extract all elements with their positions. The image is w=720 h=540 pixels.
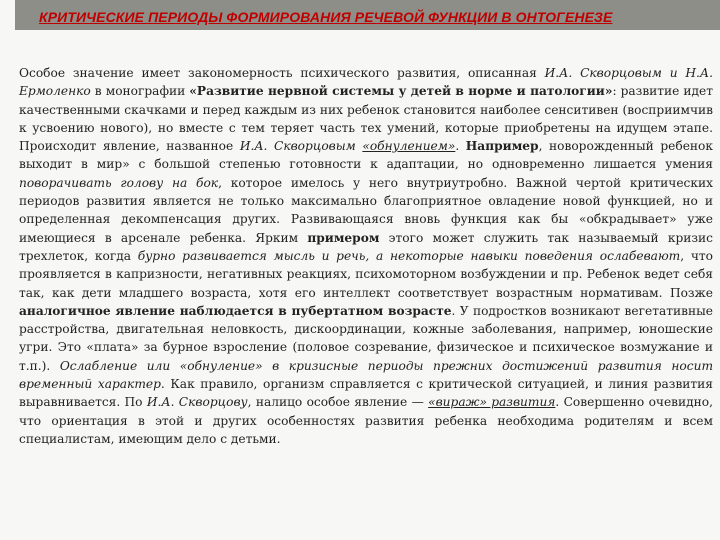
example-label: Например — [465, 139, 539, 154]
emphasis-phrase: Ослабление или «обнуление» в кризисные периоды прежних достижений развития носит временный характер — [19, 358, 713, 392]
author-names: И.А. Скворцовым и Н.А. Ермоленко — [19, 66, 713, 99]
author-name: И.А. Скворцовым — [239, 139, 356, 154]
author-name: И.А. Скворцову — [146, 395, 248, 410]
term-virage: «вираж» развития — [428, 395, 556, 410]
text-run: . — [455, 139, 466, 154]
text-run: Особое значение имеет закономерность психического развития, описанная — [19, 66, 545, 80]
text-run: , налицо особое явление — — [247, 395, 429, 410]
body-paragraph — [19, 64, 713, 448]
text-run: в монографии — [90, 84, 190, 99]
monograph-title: «Развитие нервной системы у детей в норме и патологии» — [189, 84, 613, 99]
emphasis-phrase: поворачивать голову на бок — [19, 175, 219, 190]
text-run: этого может служить так называемый кризис трехлеток, когда — [19, 230, 713, 263]
emphasis-phrase: бурно развивается мысль и речь, а некоторые навыки поведения ослабевают — [137, 248, 681, 263]
text-run: . Как правило, организм справляется с критической ситуацией, и линия развития выравнивается. По — [19, 377, 713, 410]
text-run: : развитие идет качественными скачками и перед каждым из них ребенок становится наиболее сенситивен (восприимчив к усвоению нового), но вместе с тем теряет часть тех умений, которые приобретены на идущем этапе. Происходит явление, названное — [19, 84, 714, 154]
emphasis-bold-phrase: аналогичное явление наблюдается в пубертатном возрасте — [19, 303, 452, 318]
text-run: , что проявляется в капризности, негативных реакциях, психомоторном возбуждении и пр. Ребенок ведет себя так, как дети младшего возраста, хотя его интеллект соответствует возрастным нормативам. Позже — [19, 248, 713, 300]
text-run: . У подростков возникают вегетативные расстройства, двигательная неловкость, дискоординации, кожные заболевания, например, юношеские угри. Это «плата» за бурное взросление (половое созревание, физическое и психическое возмужание и т.п.). — [19, 303, 713, 373]
text-run: . Совершенно очевидно, что ориентация в этой и других особенностях развития ребенка необходима родителям и всем специалистам, имеющим дело с детьми. — [19, 395, 714, 446]
text-run: , новорожденный ребенок выходит в мир» с большой степенью готовности к адаптации, но одновременно лишается умения — [19, 139, 714, 172]
title-bar — [15, 0, 720, 30]
text-run: , которое имелось у него внутриутробно. Важной чертой критических периодов развития является не только максимально благоприятное овладение новой функцией, но и определенная декомпенсация других. Развивающаяся вновь функция как бы «обкрадывает» уже имеющиеся в арсенале ребенка. Ярким — [19, 175, 713, 245]
slide-title: КРИТИЧЕСКИЕ ПЕРИОДЫ ФОРМИРОВАНИЯ РЕЧЕВОЙ ФУНКЦИИ В ОНТОГЕНЕЗЕ — [39, 9, 613, 25]
term-nullification: «обнулением» — [362, 139, 456, 154]
example-label: примером — [307, 230, 380, 245]
